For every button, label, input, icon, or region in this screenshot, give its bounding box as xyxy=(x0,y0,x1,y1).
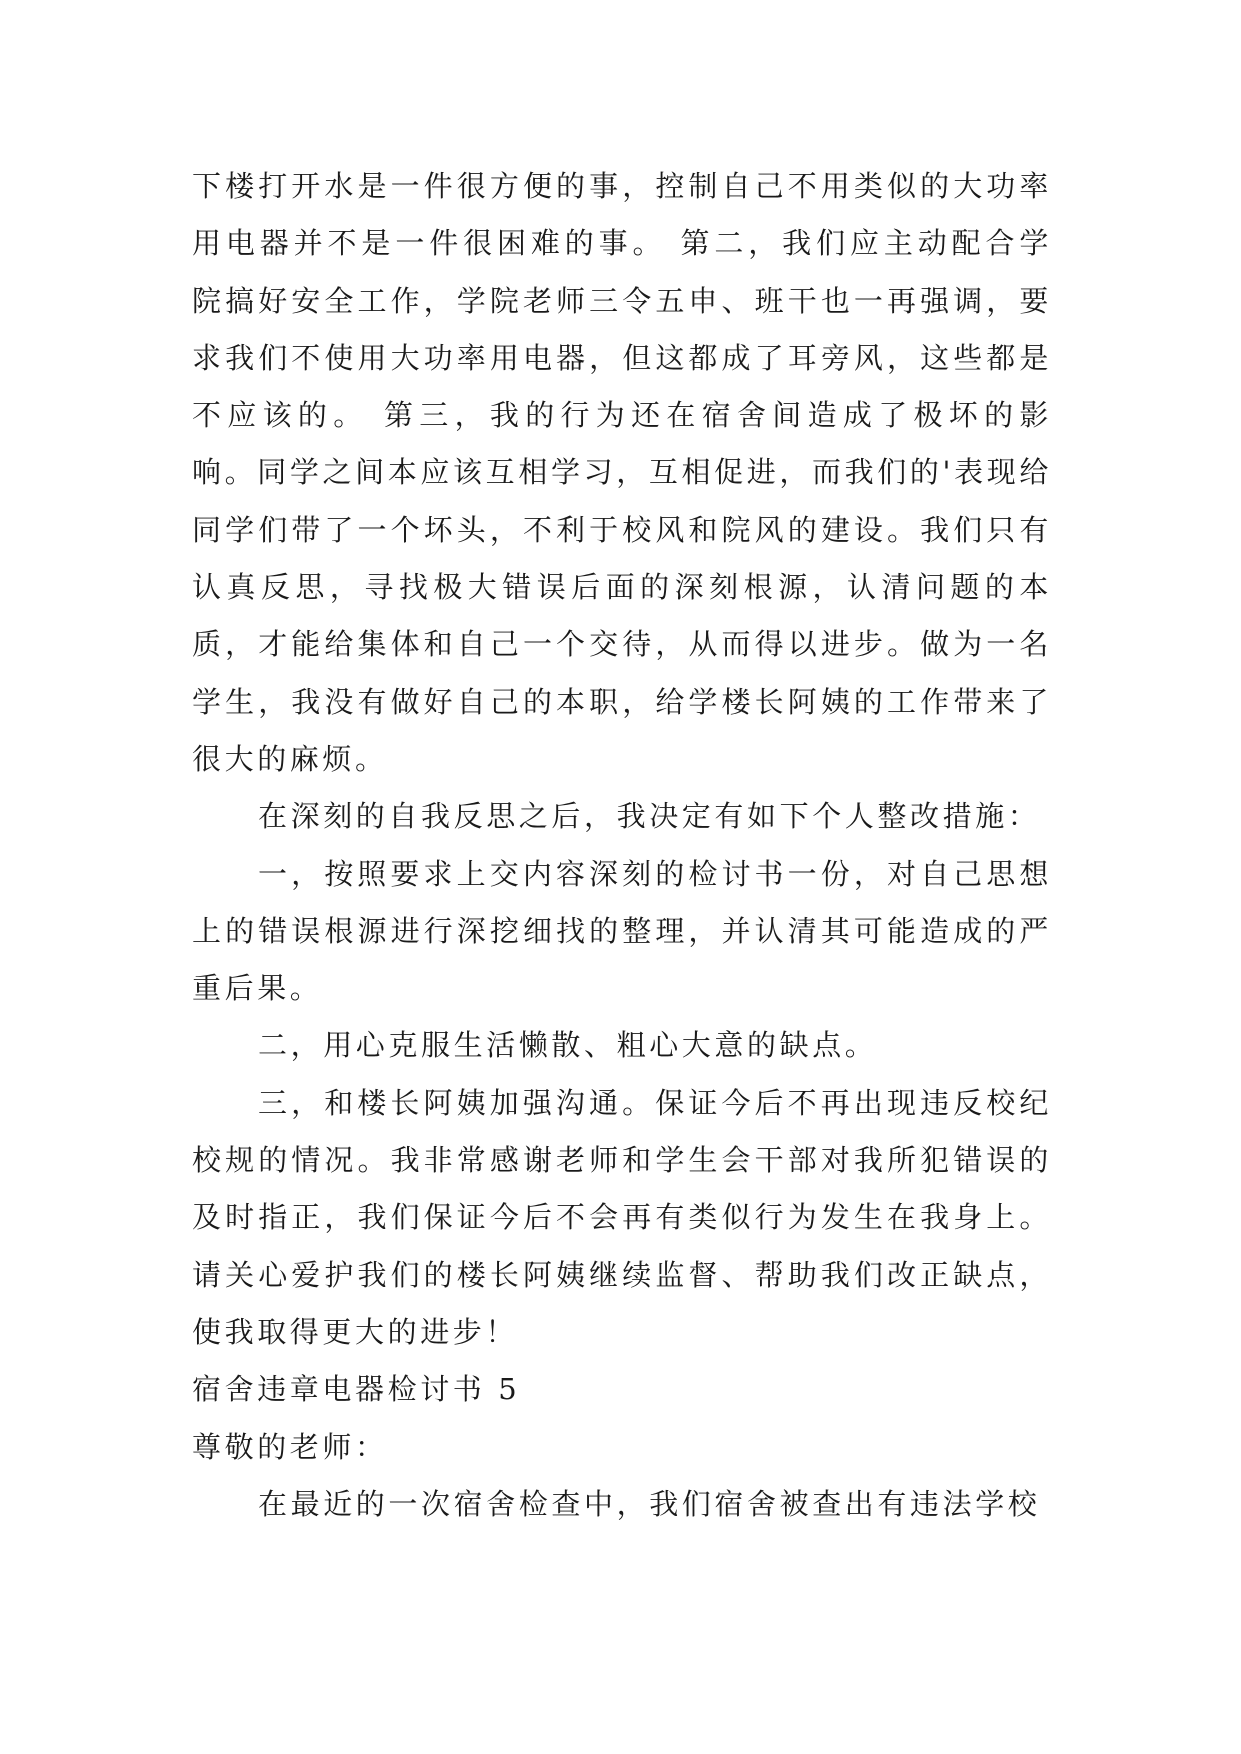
salutation: 尊敬的老师： xyxy=(192,1429,388,1464)
body-paragraph: 二，用心克服生活懒散、粗心大意的缺点。 xyxy=(258,1028,878,1063)
body-paragraph: 三，和楼长阿姨加强沟通。保证今后不再出现违反校纪校规的情况。我非常感谢老师和学生会干部对我所犯错误的及时指正，我们保证今后不会再有类似行为发生在我身上。请关心爱护我们的楼长阿姨继续监督、帮助我们改正缺点，使我取得更大的进步！ xyxy=(192,1085,1052,1349)
body-paragraph: 在最近的一次宿舍检查中，我们宿舍被查出有违法学校 xyxy=(258,1486,1041,1521)
section-title: 宿舍违章电器检讨书 5 xyxy=(192,1372,521,1407)
body-paragraph: 下楼打开水是一件很方便的事，控制自己不用类似的大功率用电器并不是一件很困难的事。 第二，我们应主动配合学院搞好安全工作，学院老师三令五申、班干也一再强调，要求我们不使用大功率用电器，但这都成了耳旁风，这些都是不应该的。 第三，我的行为还在宿舍间造成了极坏的影响。同学之间本应该互相学习，互相促进，而我们的'表现给同学们带了一个坏头，不利于校风和院风的建设。我们只有认真反思，寻找极大错误后面的深刻根源，认清问题的本质，才能给集体和自己一个交待，从而得以进步。做为一名学生，我没有做好自己的本职，给学楼长阿姨的工作带来了很大的麻烦。 xyxy=(192,169,1052,776)
body-paragraph: 一，按照要求上交内容深刻的检讨书一份，对自己思想上的错误根源进行深挖细找的整理，并认清其可能造成的严重后果。 xyxy=(192,856,1052,1006)
body-paragraph: 在深刻的自我反思之后，我决定有如下个人整改措施： xyxy=(258,799,1041,834)
document-page xyxy=(192,158,1052,1533)
